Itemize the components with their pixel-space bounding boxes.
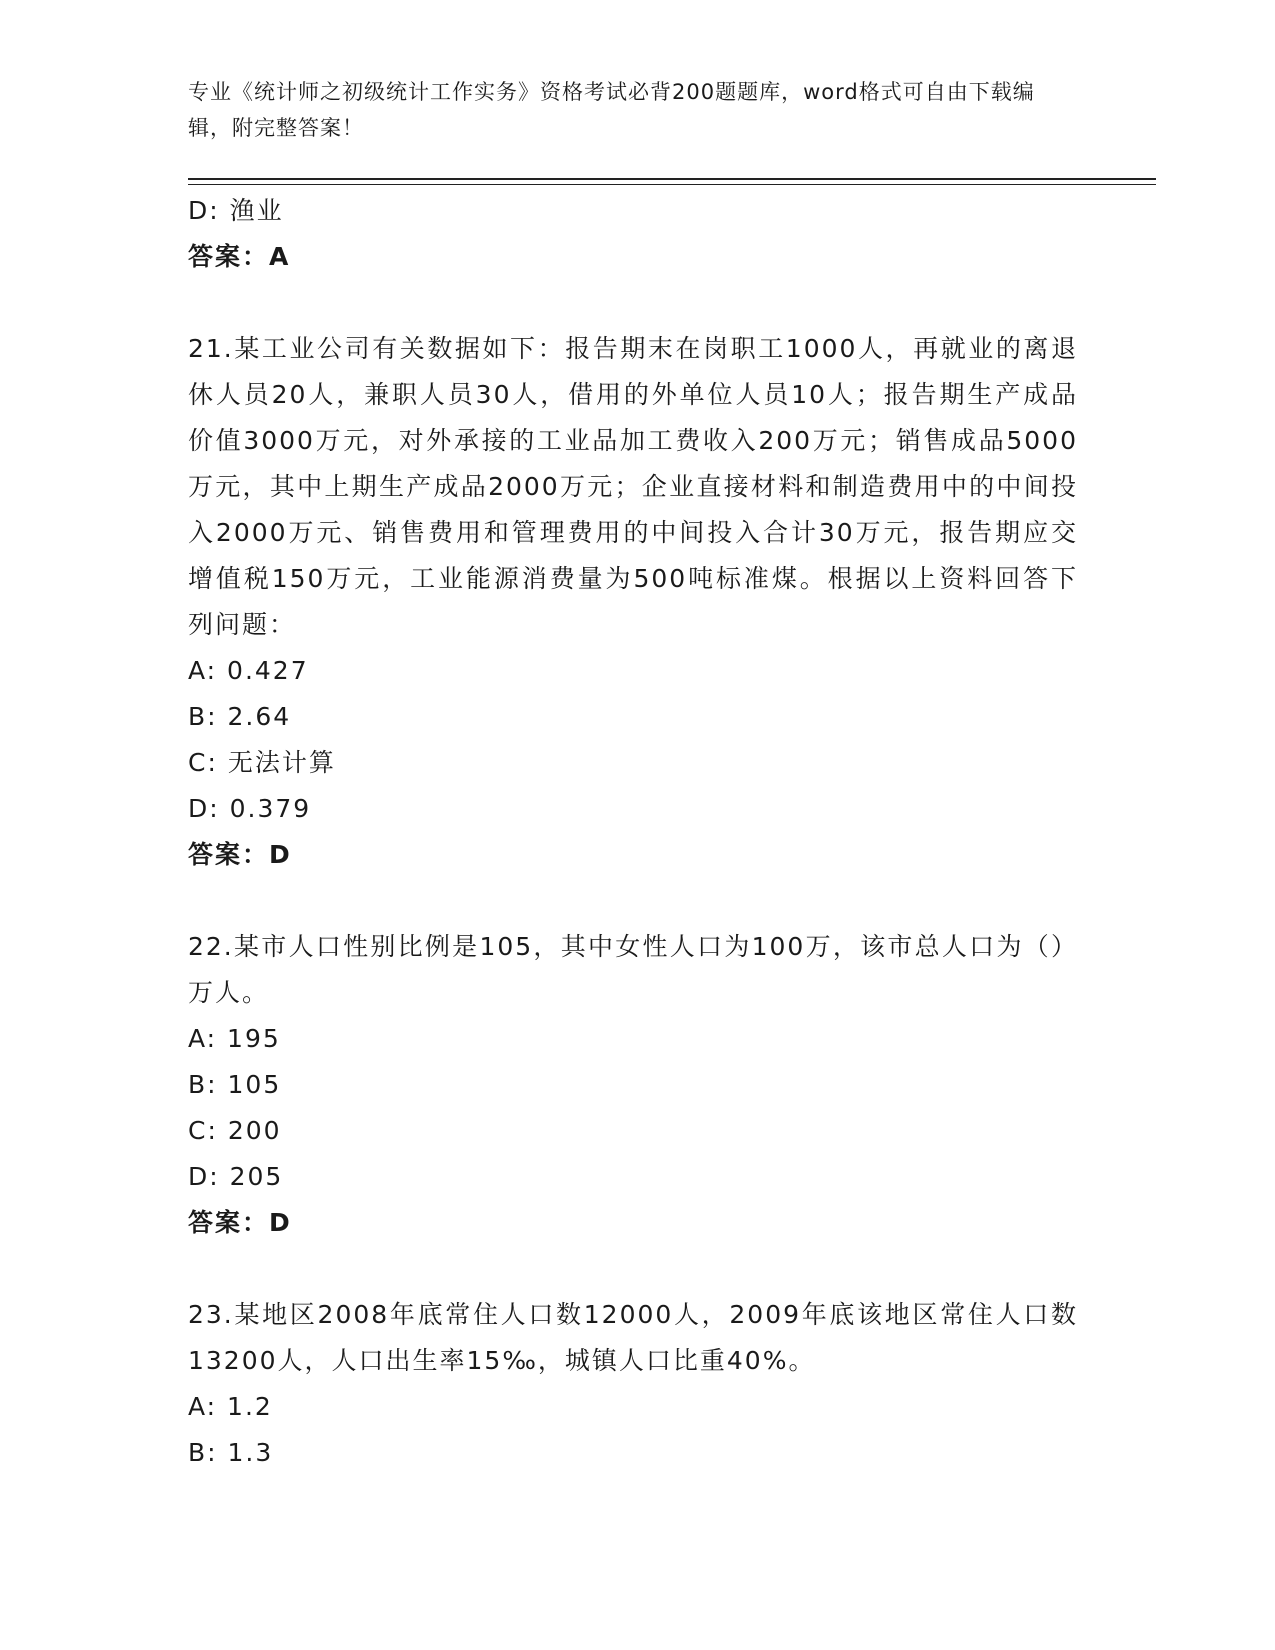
option-a: A: 0.427 — [188, 656, 309, 685]
option-b: B: 105 — [188, 1070, 282, 1099]
prev-answer: 答案：A — [188, 242, 291, 271]
question-21 — [188, 326, 1078, 878]
option-d: D: 0.379 — [188, 794, 312, 823]
option-d: D: 205 — [188, 1162, 284, 1191]
prev-option-d: D: 渔业 — [188, 196, 284, 225]
document-header: 专业《统计师之初级统计工作实务》资格考试必背200题题库，word格式可自由下载编辑，附完整答案！ — [188, 80, 1035, 140]
question-text: 23.某地区2008年底常住人口数12000人，2009年底该地区常住人口数13200人，人口出生率15‰，城镇人口比重40%。 — [188, 1300, 1078, 1375]
question-text: 21.某工业公司有关数据如下：报告期末在岗职工1000人，再就业的离退休人员20人，兼职人员30人，借用的外单位人员10人；报告期生产成品价值3000万元，对外承接的工业品加工费收入200万元；销售成品5000万元，其中上期生产成品2000万元；企业直接材料和制造费用中的中间投入2000万元、销售费用和管理费用的中间投入合计30万元，报告期应交增值税150万元，工业能源消费量为500吨标准煤。根据以上资料回答下列问题： — [188, 334, 1078, 639]
question-text: 22.某市人口性别比例是105，其中女性人口为100万，该市总人口为（）万人。 — [188, 932, 1078, 1007]
option-b: B: 2.64 — [188, 702, 292, 731]
option-a: A: 1.2 — [188, 1392, 273, 1421]
option-c: C: 200 — [188, 1116, 282, 1145]
header-rule-thick — [188, 178, 1156, 180]
option-a: A: 195 — [188, 1024, 281, 1053]
option-b: B: 1.3 — [188, 1438, 274, 1467]
answer: 答案：D — [188, 1208, 292, 1237]
header-rule-thin — [188, 184, 1156, 185]
document-body — [188, 188, 1078, 1476]
option-c: C: 无法计算 — [188, 748, 336, 777]
answer: 答案：D — [188, 840, 292, 869]
question-22 — [188, 924, 1078, 1246]
question-23 — [188, 1292, 1078, 1476]
